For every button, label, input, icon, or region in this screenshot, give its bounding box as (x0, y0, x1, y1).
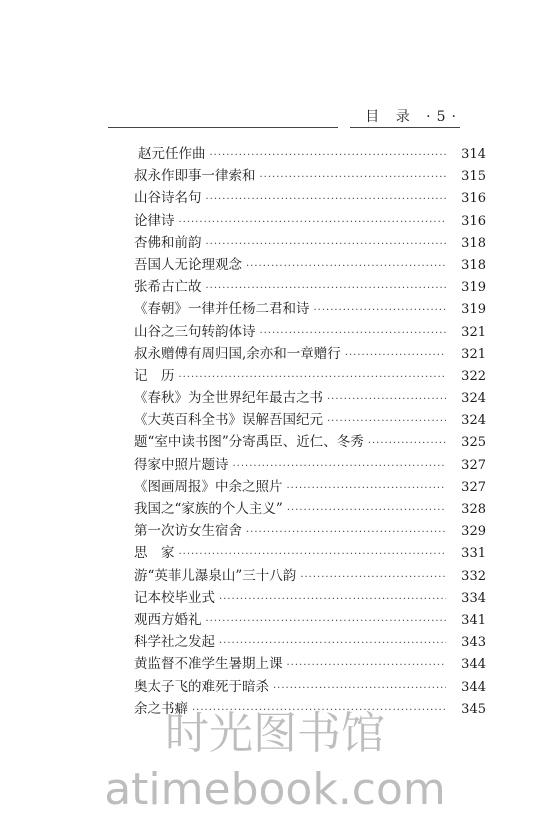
toc-leader-dots (327, 411, 446, 433)
toc-leader-dots (210, 145, 447, 167)
toc-entry-page: 322 (461, 368, 486, 384)
running-header (0, 106, 550, 126)
toc-entry-page: 319 (461, 280, 486, 296)
toc-entry-title: 第一次访女生宿舍 (108, 520, 242, 542)
toc-entry-title: 黄监督不准学生暑期上课 (108, 653, 283, 675)
header-rule-right (350, 127, 460, 128)
toc-entry[interactable] (108, 609, 486, 631)
toc-entry-title: 科学社之发起 (108, 631, 215, 653)
toc-entry-title: 张希古亡故 (108, 276, 202, 298)
table-of-contents (108, 143, 486, 720)
toc-entry[interactable] (108, 298, 486, 320)
toc-leader-dots (206, 278, 447, 300)
toc-leader-dots (260, 323, 447, 345)
toc-entry-page: 328 (461, 502, 486, 517)
toc-leader-dots (246, 522, 446, 544)
toc-entry-page: 324 (461, 391, 486, 407)
toc-entry-page: 324 (461, 413, 486, 429)
toc-entry[interactable] (108, 542, 486, 564)
header-rule-left (108, 127, 338, 128)
toc-entry[interactable] (108, 343, 486, 365)
toc-leader-dots (233, 456, 447, 478)
toc-entry-page: 345 (461, 701, 486, 717)
toc-entry[interactable] (108, 365, 486, 387)
toc-entry[interactable] (108, 520, 486, 542)
toc-entry[interactable] (108, 254, 486, 276)
toc-leader-dots (206, 611, 447, 633)
toc-entry-title: 吾国人无论理观念 (108, 254, 242, 276)
toc-leader-dots (206, 189, 447, 211)
toc-entry-page: 318 (461, 235, 486, 251)
toc-leader-dots (300, 567, 446, 589)
toc-entry-title: 《大英百科全书》误解吾国纪元 (108, 409, 323, 431)
toc-leader-dots (273, 678, 446, 700)
toc-leader-dots (314, 300, 447, 322)
toc-leader-dots (327, 389, 446, 411)
toc-entry[interactable] (108, 187, 486, 209)
toc-entry-title: 我国之“家族的个人主义” (108, 498, 283, 520)
toc-leader-dots (368, 433, 446, 455)
toc-entry-title: 杏佛和前韵 (108, 232, 202, 254)
toc-entry-title: 《图画周报》中余之照片 (108, 476, 283, 498)
toc-entry[interactable] (108, 210, 486, 232)
toc-entry-title: 思 家 (108, 542, 175, 564)
toc-entry[interactable] (108, 321, 486, 343)
toc-leader-dots (345, 345, 446, 367)
watermark: 时光图书馆atimebook.com (104, 708, 446, 815)
toc-leader-dots (179, 544, 447, 566)
toc-entry[interactable] (108, 631, 486, 653)
toc-entry-title: 赵元任作曲 (108, 143, 206, 165)
toc-entry[interactable] (108, 387, 486, 409)
toc-entry[interactable] (108, 498, 486, 520)
toc-leader-dots (287, 478, 447, 500)
toc-entry-page: 331 (461, 546, 486, 562)
toc-leader-dots (179, 212, 447, 234)
toc-entry-page: 321 (461, 346, 486, 362)
toc-entry-title: 余之书癖 (108, 698, 188, 720)
toc-leader-dots (260, 167, 447, 189)
toc-entry[interactable] (108, 565, 486, 587)
toc-entry[interactable] (108, 653, 486, 675)
toc-entry-page: 344 (461, 657, 486, 673)
toc-entry-title: 叔永作即事一律索和 (108, 165, 256, 187)
toc-entry-page: 319 (461, 302, 486, 318)
toc-leader-dots (287, 500, 446, 522)
toc-entry-title: 《春朝》一律并任杨二君和诗 (108, 298, 310, 320)
toc-entry-page: 334 (461, 590, 486, 606)
toc-entry[interactable] (108, 276, 486, 298)
toc-entry[interactable] (108, 587, 486, 609)
toc-entry-page: 325 (461, 435, 486, 451)
toc-entry-page: 316 (461, 191, 486, 207)
toc-leader-dots (179, 367, 447, 389)
toc-leader-dots (219, 589, 446, 611)
toc-entry-page: 332 (461, 568, 486, 584)
toc-entry-title: 山谷诗名句 (108, 187, 202, 209)
toc-leader-dots (246, 256, 446, 278)
toc-entry-page: 343 (461, 635, 486, 651)
toc-entry[interactable] (108, 232, 486, 254)
toc-entry-page: 316 (461, 213, 486, 229)
toc-entry[interactable] (108, 409, 486, 431)
toc-leader-dots (219, 633, 446, 655)
toc-entry-title: 记 历 (108, 365, 175, 387)
toc-entry-title: 得家中照片题诗 (108, 454, 229, 476)
toc-entry-page: 329 (461, 524, 486, 540)
toc-entry[interactable] (108, 676, 486, 698)
toc-entry[interactable] (108, 454, 486, 476)
toc-entry-page: 315 (461, 169, 486, 185)
toc-entry-title: 山谷之三句转韵体诗 (108, 321, 256, 343)
toc-leader-dots (287, 655, 447, 677)
toc-entry-title: 题“室中读书图”分寄禹臣、近仁、冬秀 (108, 431, 364, 453)
toc-entry-page: 314 (461, 147, 486, 162)
toc-entry-title: 奥太子飞的难死于暗杀 (108, 676, 269, 698)
toc-entry-title: 《春秋》为全世界纪年最古之书 (108, 387, 323, 409)
toc-entry-page: 341 (461, 612, 486, 628)
toc-entry-page: 344 (461, 679, 486, 695)
toc-entry[interactable] (108, 476, 486, 498)
toc-entry-title: 论律诗 (108, 210, 175, 232)
toc-entry[interactable] (108, 431, 486, 453)
toc-entry-title: 记本校毕业式 (108, 587, 215, 609)
toc-entry[interactable] (108, 143, 486, 165)
header-section-and-page: 目 录 ·5· (365, 109, 462, 125)
toc-entry[interactable] (108, 165, 486, 187)
toc-entry-page: 318 (461, 257, 486, 273)
toc-entry-title: 游“英菲儿瀑泉山”三十八韵 (108, 565, 296, 587)
toc-entry-title: 观西方婚礼 (108, 609, 202, 631)
toc-entry-title: 叔永赠傅有周归国,余亦和一章赠行 (108, 343, 341, 365)
toc-leader-dots (206, 234, 447, 256)
toc-entry-page: 327 (461, 479, 486, 495)
toc-entry-page: 321 (461, 324, 486, 340)
toc-entry-page: 327 (461, 457, 486, 473)
